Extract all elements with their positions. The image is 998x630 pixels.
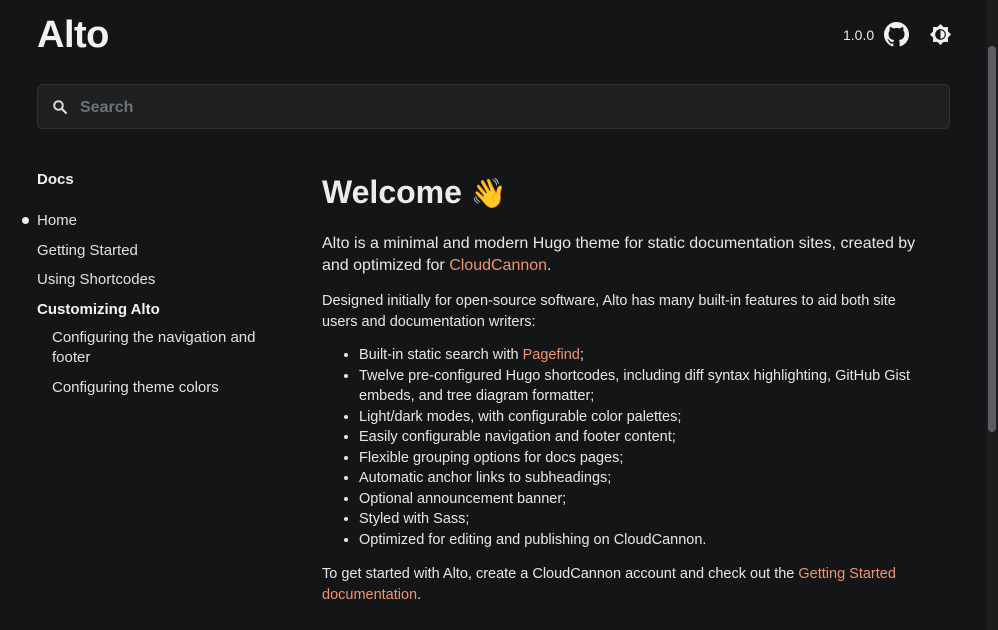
- active-indicator: [22, 217, 29, 224]
- pagefind-link[interactable]: Pagefind: [522, 347, 580, 363]
- feature-end: ;: [579, 347, 584, 363]
- version-label: 1.0.0: [843, 27, 875, 43]
- sidebar-item-using-shortcodes[interactable]: Using Shortcodes: [37, 271, 156, 288]
- list-item: • Automatic anchor links to subheadings;: [359, 468, 932, 489]
- outro-text: To get started with Alto, create a CloudCannon account and check out the: [322, 566, 799, 582]
- intro-text: Alto is a minimal and modern Hugo theme for static documentation sites, created by and optimized for: [322, 235, 916, 274]
- sidebar-item-configuring-colors[interactable]: Configuring theme colors: [52, 379, 219, 396]
- outro-paragraph: [322, 564, 932, 605]
- list-item: • Easily configurable navigation and footer content;: [359, 427, 932, 448]
- cloudcannon-link[interactable]: CloudCannon: [449, 257, 548, 274]
- wave-emoji: 👋: [470, 178, 507, 210]
- page-title: [322, 172, 932, 214]
- sidebar-item-getting-started[interactable]: Getting Started: [37, 242, 138, 259]
- getting-started-link[interactable]: Getting Started documentation: [322, 566, 896, 603]
- intro-end: .: [547, 257, 552, 274]
- sidebar-section-customizing-alto[interactable]: Customizing Alto: [37, 301, 160, 318]
- list-item: • Twelve pre-configured Hugo shortcodes, including diff syntax highlighting, GitHub Gist embeds, and tree diagram formatter;: [359, 366, 932, 407]
- sidebar-item-configuring-navigation[interactable]: Configuring the navigation and footer: [52, 329, 256, 366]
- brightness-icon[interactable]: [929, 23, 952, 46]
- sidebar-heading: Docs: [37, 171, 74, 188]
- github-icon[interactable]: [884, 22, 909, 47]
- features-list: [322, 345, 932, 550]
- site-logo[interactable]: Alto: [37, 14, 109, 56]
- list-item: • Optimized for editing and publishing on CloudCannon.: [359, 530, 932, 551]
- main-content: [322, 172, 932, 605]
- list-item: • Optional announcement banner;: [359, 489, 932, 510]
- outro-end: .: [417, 586, 422, 603]
- search-icon: [52, 99, 68, 115]
- list-item: • Styled with Sass;: [359, 509, 932, 530]
- title-text: Welcome: [322, 174, 462, 210]
- intro-paragraph: [322, 233, 932, 277]
- features-intro-paragraph: Designed initially for open-source software, Alto has many built-in features to aid both site users and documentation writers:: [322, 293, 896, 330]
- scrollbar-thumb[interactable]: [988, 46, 996, 432]
- search-bar[interactable]: [37, 84, 950, 129]
- sidebar-item-home[interactable]: Home: [37, 212, 78, 229]
- feature-text: Built-in static search with: [359, 347, 523, 363]
- list-item: [359, 345, 932, 366]
- list-item: • Flexible grouping options for docs pages;: [359, 448, 932, 469]
- list-item: • Light/dark modes, with configurable color palettes;: [359, 407, 932, 428]
- search-input[interactable]: [78, 85, 942, 130]
